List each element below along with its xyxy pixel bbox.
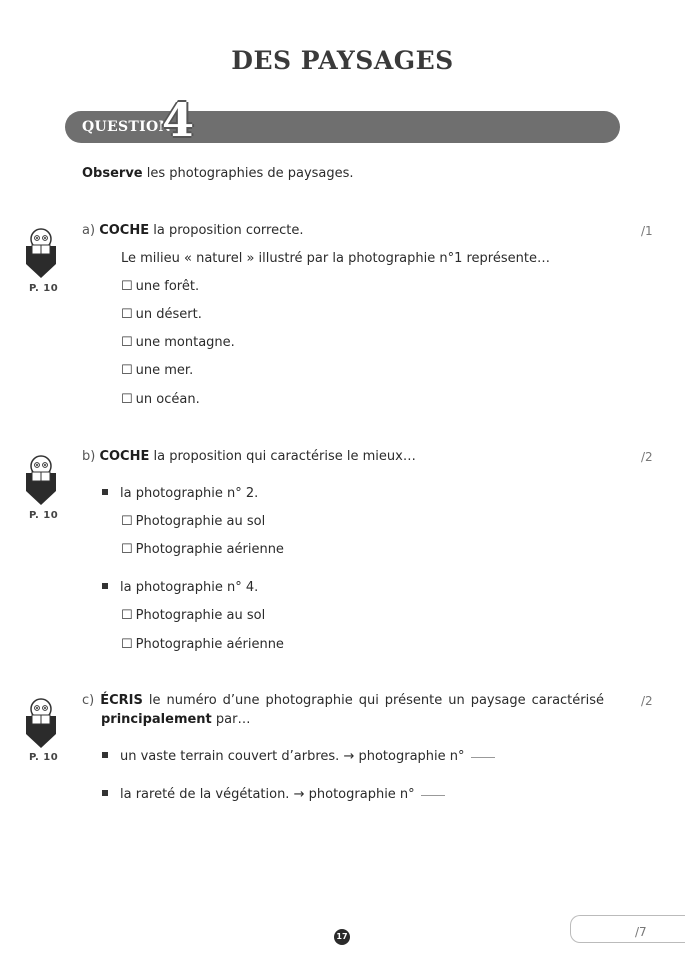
list-item [102,486,258,501]
checkbox-option[interactable] [121,608,265,623]
checkbox-option[interactable] [121,279,199,294]
checkbox-option[interactable] [121,542,284,557]
part-a-letter: a) [82,223,96,238]
checkbox-icon[interactable]: ☐ [121,542,133,557]
part-b-score: /2 [641,450,653,464]
group-label: la photographie n° 4. [120,580,259,595]
bullet-icon [102,752,108,758]
bullet-icon [102,583,108,589]
part-a-instruction [82,223,303,238]
part-b-verb: COCHE [99,449,150,464]
part-a-verb: COCHE [99,223,150,238]
page-title: DES PAYSAGES [231,46,454,75]
part-c-verb: ÉCRIS [100,693,143,708]
part-a-text: la proposition correcte. [153,223,304,238]
intro-text: les photographies de paysages. [146,166,354,181]
part-a-score: /1 [641,224,653,238]
checkbox-icon[interactable]: ☐ [121,363,133,378]
checkbox-icon[interactable]: ☐ [121,307,133,322]
page-reference: P. 10 [29,283,59,294]
option-label: un désert. [135,307,202,322]
checkbox-option[interactable] [121,392,200,407]
arrow-icon: → [343,749,355,764]
question-label: QUESTION [82,119,172,135]
page-reference: P. 10 [29,752,59,763]
arrow-icon: → [293,787,305,802]
item-text: un vaste terrain couvert d’arbres. [120,749,340,764]
checkbox-option[interactable] [121,363,193,378]
part-c-text: le numéro d’une photographie qui présente un paysage caractérisé [148,693,605,708]
checkbox-option[interactable] [121,514,265,529]
list-item [102,580,258,595]
question-number: 4 [162,93,195,147]
option-label: Photographie aérienne [135,542,284,557]
answer-blank[interactable] [421,795,445,796]
list-item [102,787,445,802]
checkbox-icon[interactable]: ☐ [121,392,133,407]
part-c-instruction-line2 [101,712,251,727]
reader-icon [24,698,58,750]
part-c-bold: principalement [101,712,212,727]
part-c-score: /2 [641,694,653,708]
bullet-icon [102,489,108,495]
part-b-instruction [82,449,416,464]
checkbox-icon[interactable]: ☐ [121,637,133,652]
part-a-prompt: Le milieu « naturel » illustré par la photographie n°1 représente… [121,251,550,266]
page-reference: P. 10 [29,510,59,521]
total-score: /7 [635,925,647,939]
part-b-text: la proposition qui caractérise le mieux… [153,449,416,464]
group-label: la photographie n° 2. [120,486,259,501]
part-c-letter: c) [82,693,95,708]
part-c-instruction [82,693,604,708]
intro-instruction [82,166,354,181]
checkbox-option[interactable] [121,335,235,350]
option-label: Photographie aérienne [135,637,284,652]
list-item [102,749,495,764]
bullet-icon [102,790,108,796]
checkbox-icon[interactable]: ☐ [121,608,133,623]
option-label: un océan. [135,392,200,407]
reader-icon [24,228,58,280]
checkbox-option[interactable] [121,637,284,652]
option-label: une montagne. [135,335,235,350]
part-b-letter: b) [82,449,96,464]
option-label: une mer. [135,363,194,378]
checkbox-icon[interactable]: ☐ [121,279,133,294]
checkbox-icon[interactable]: ☐ [121,514,133,529]
checkbox-option[interactable] [121,307,202,322]
reader-icon [24,455,58,507]
option-label: Photographie au sol [135,514,266,529]
answer-blank[interactable] [471,757,495,758]
checkbox-icon[interactable]: ☐ [121,335,133,350]
answer-label: photographie n° [308,787,415,802]
item-text: la rareté de la végétation. [120,787,290,802]
total-score-box [570,915,685,943]
page-number: 17 [334,929,350,945]
option-label: Photographie au sol [135,608,266,623]
part-c-text2: par… [215,712,251,727]
intro-verb: Observe [82,166,143,181]
answer-label: photographie n° [358,749,465,764]
option-label: une forêt. [135,279,200,294]
